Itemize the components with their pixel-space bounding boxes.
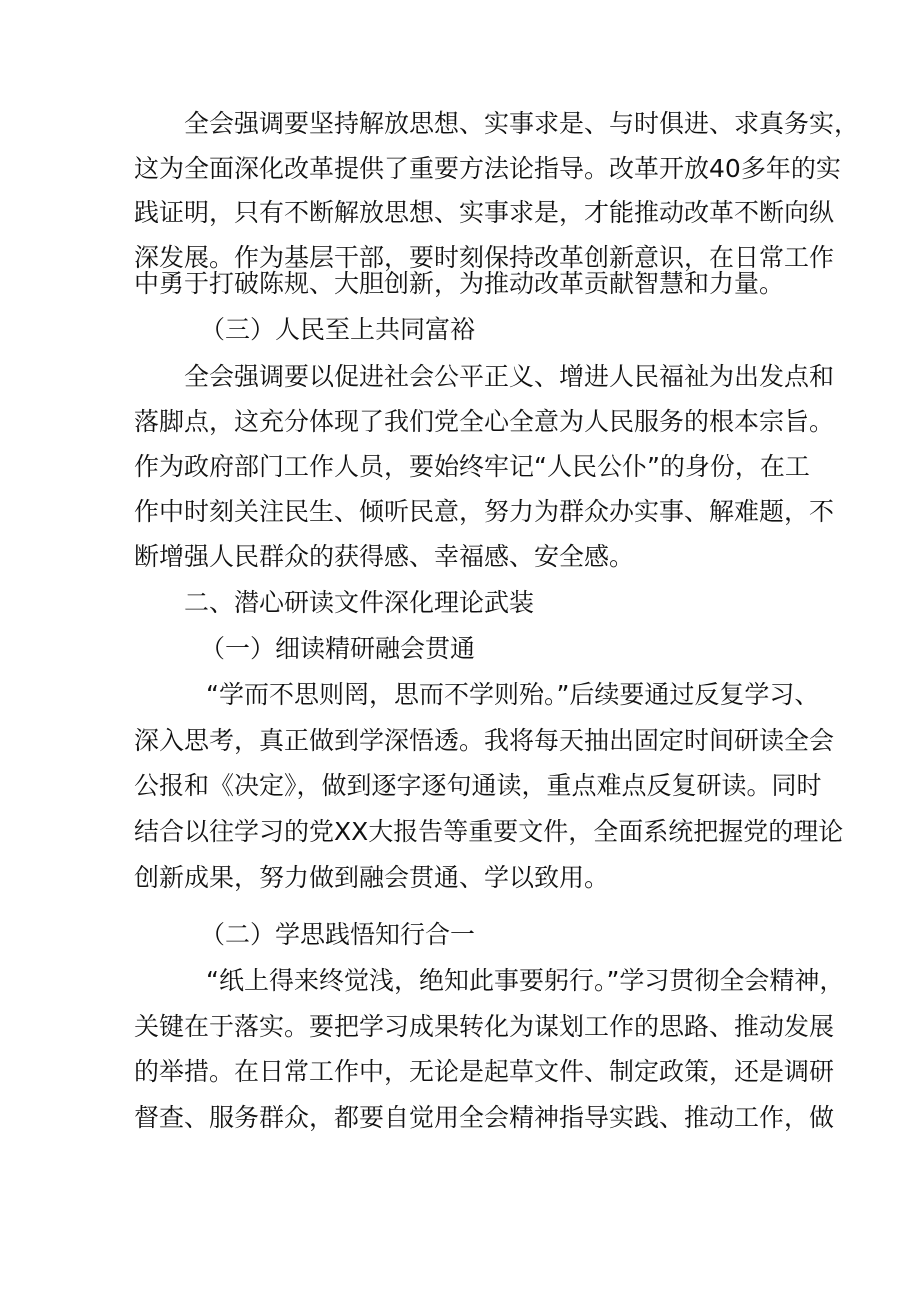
paragraph-line: 作为政府部门工作人员，要始终牢记“人民公仆”的身份，在工 xyxy=(134,452,810,481)
paragraph-line: “学而不思则罔，思而不学则殆。”后续要通过反复学习、 xyxy=(206,680,820,709)
paragraph-line: 全会强调要坚持解放思想、实事求是、与时俱进、求真务实， xyxy=(184,109,860,138)
paragraph-line: 断增强人民群众的获得感、幸福感、安全感。 xyxy=(134,542,635,571)
paragraph-line: 公报和《决定》，做到逐字逐句通读，重点难点反复研读。同时 xyxy=(134,771,822,800)
paragraph-line: 督查、服务群众，都要自觉用全会精神指导实践、推动工作，做 xyxy=(134,1103,835,1132)
paragraph-line: 深入思考，真正做到学深悟透。我将每天抽出固定时间研读全会 xyxy=(134,726,835,755)
paragraph-line: 中勇于打破陈规、大胆创新，为推动改革贡献智慧和力量。 xyxy=(134,269,785,298)
paragraph-line: 全会强调要以促进社会公平正义、增进人民福祉为出发点和 xyxy=(184,362,835,391)
paragraph-line: 结合以往学习的党XX大报告等重要文件，全面系统把握党的理论 xyxy=(134,817,844,846)
paragraph-line: 践证明，只有不断解放思想、实事求是，才能推动改革不断向纵 xyxy=(134,198,835,227)
paragraph-line: 这为全面深化改革提供了重要方法论指导。改革开放40多年的实 xyxy=(134,154,841,183)
paragraph-line: 关键在于落实。要把学习成果转化为谋划工作的思路、推动发展 xyxy=(134,1012,835,1041)
chapter-heading: 二、潜心研读文件深化理论武装 xyxy=(184,588,535,617)
paragraph-line: “纸上得来终觉浅，绝知此事要躬行。”学习贯彻全会精神， xyxy=(206,966,845,995)
paragraph-line: 创新成果，努力做到融会贯通、学以致用。 xyxy=(134,863,610,892)
section-heading: （二）学思践悟知行合一 xyxy=(200,920,476,949)
paragraph-line: 落脚点，这充分体现了我们党全心全意为人民服务的根本宗旨。 xyxy=(134,407,835,436)
paragraph-line: 深发展。作为基层干部，要时刻保持改革创新意识，在日常工作 xyxy=(134,243,835,272)
section-heading: （三）人民至上共同富裕 xyxy=(200,315,476,344)
paragraph-line: 作中时刻关注民生、倾听民意，努力为群众办实事、解难题，不 xyxy=(134,497,835,526)
section-heading: （一）细读精研融会贯通 xyxy=(200,634,476,663)
paragraph-line: 的举措。在日常工作中，无论是起草文件、制定政策，还是调研 xyxy=(134,1057,835,1086)
